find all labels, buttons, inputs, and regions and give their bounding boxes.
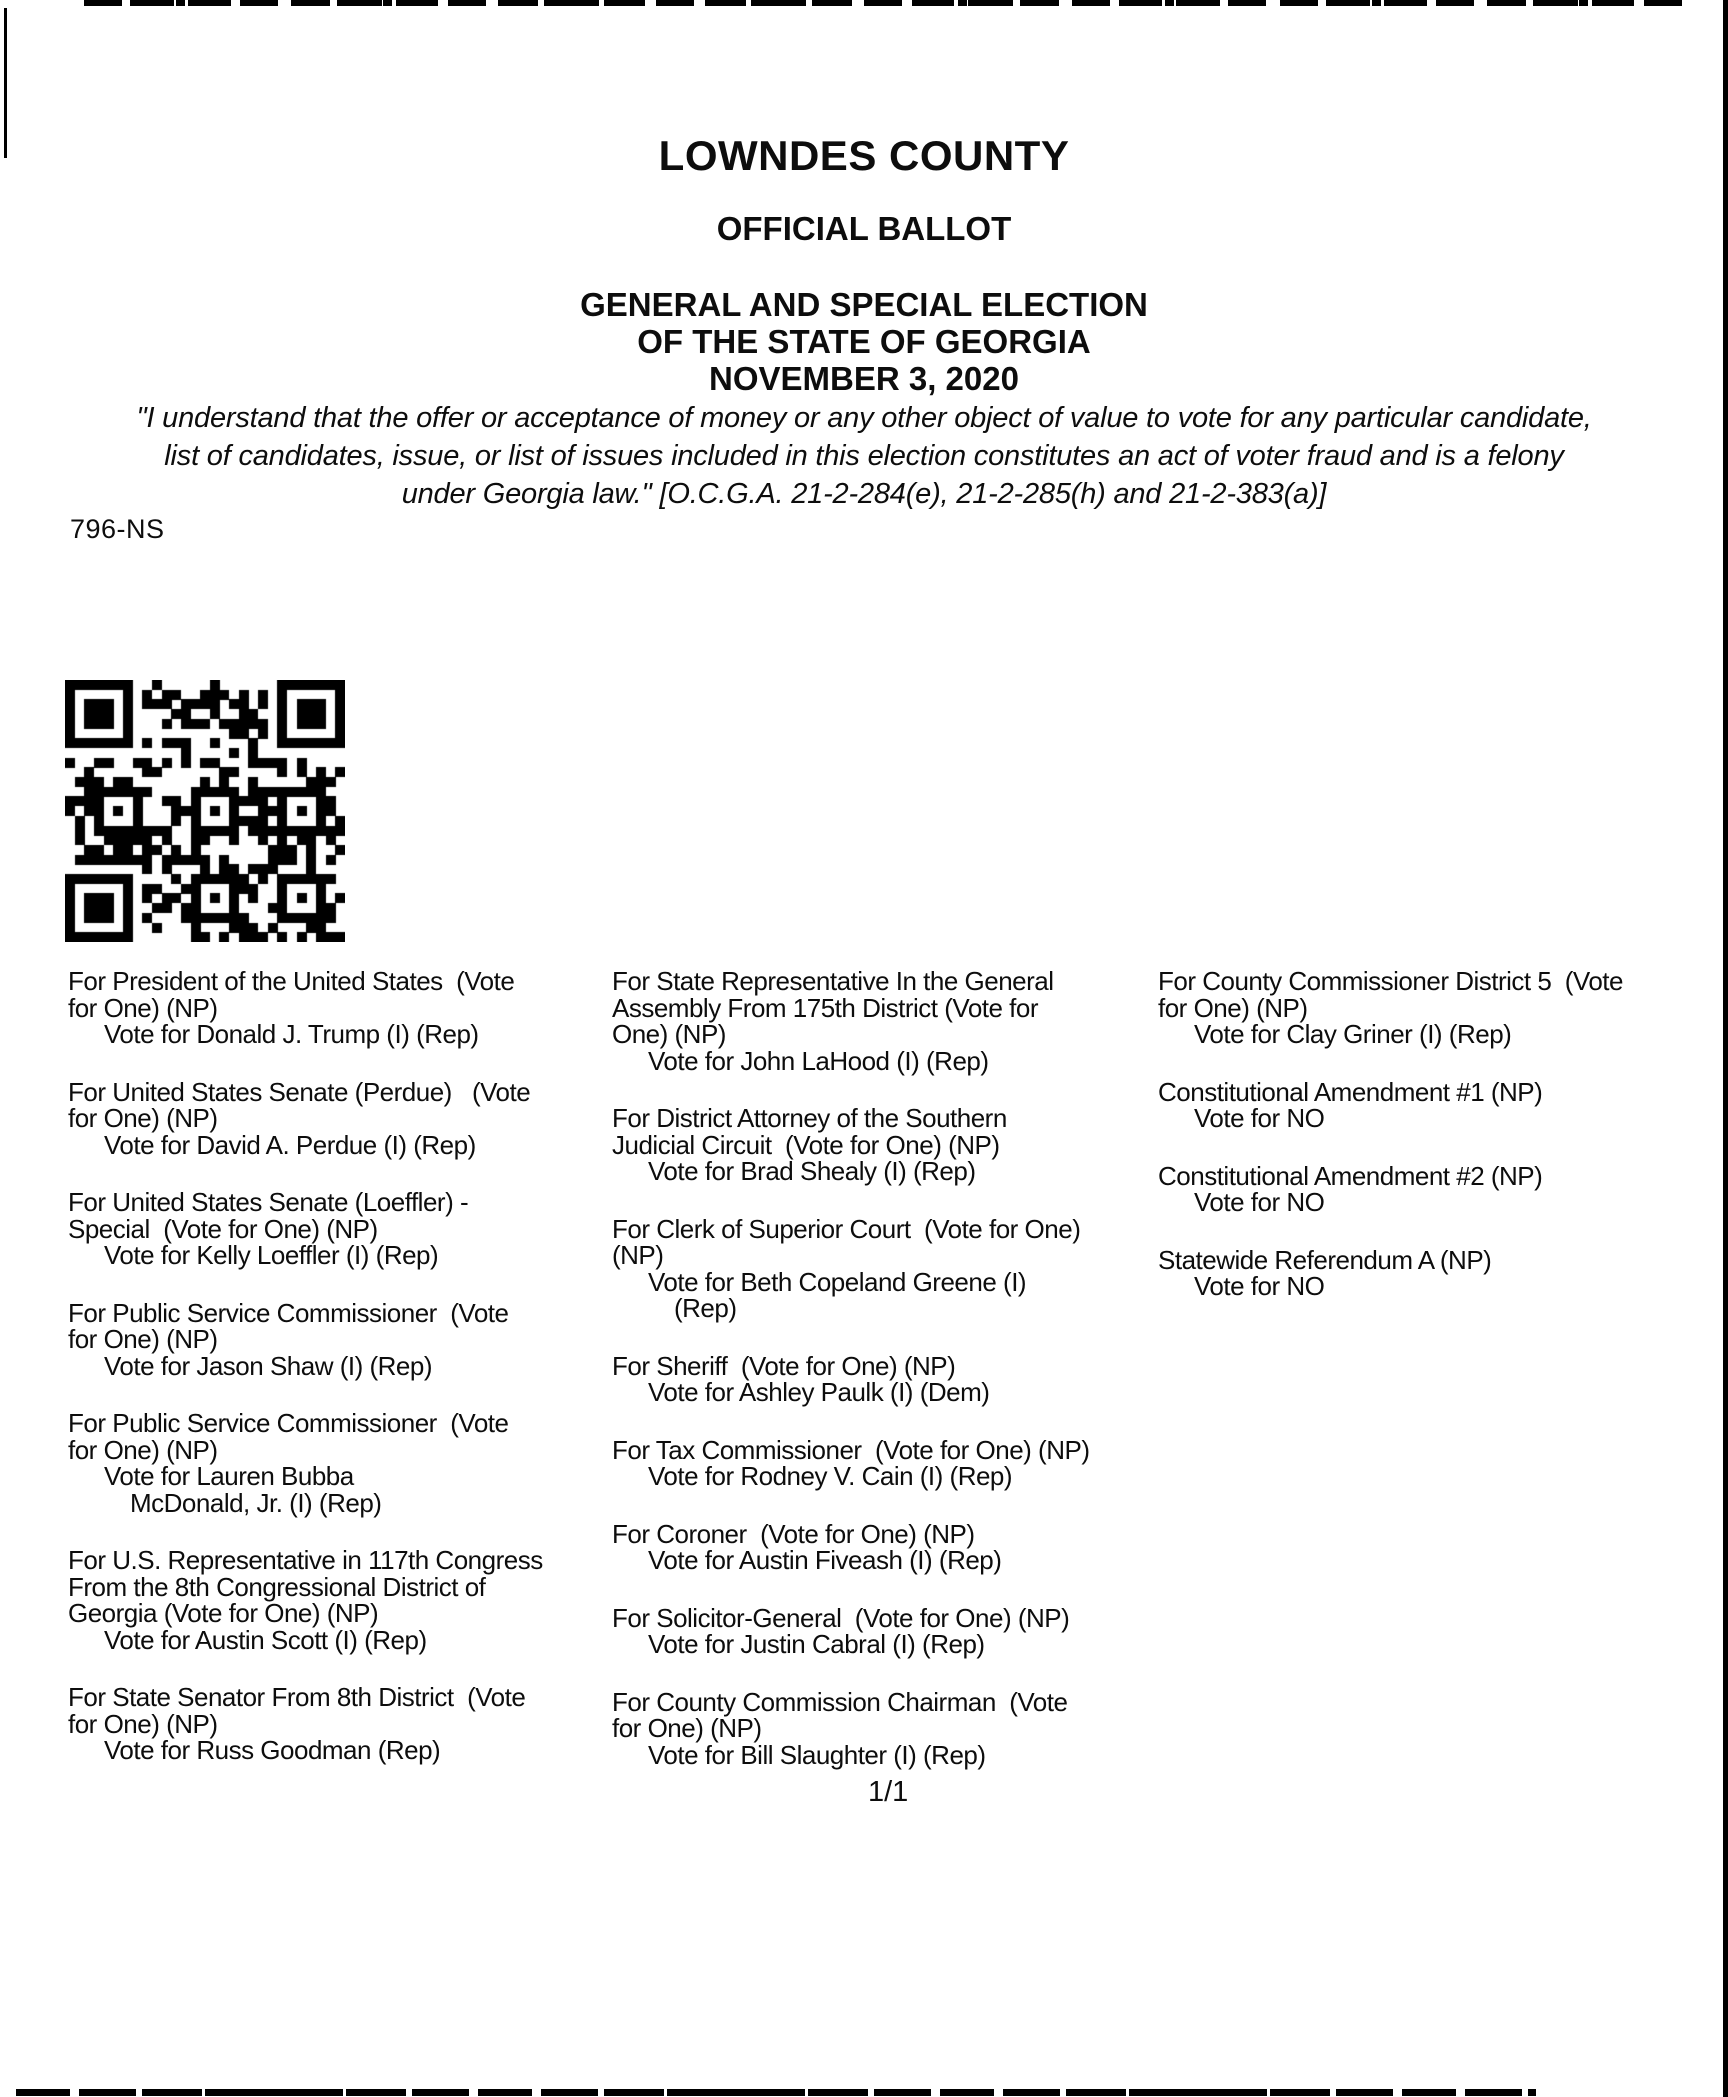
voter-fraud-notice [20, 399, 1708, 513]
contest-title-line: For United States Senate (Loeffler) - [68, 1187, 469, 1217]
contest-block [612, 968, 1177, 1074]
contest-title-line: One) (NP) [612, 1019, 726, 1049]
contest-title-line: For Clerk of Superior Court (Vote for One) [612, 1213, 1081, 1244]
election-title [0, 286, 1728, 397]
ballot-column-1 [68, 968, 633, 1795]
contest-title-line: Assembly From 175th District (Vote for [612, 992, 1039, 1023]
contest-block [1158, 1076, 1723, 1133]
contest-title-line: For President of the United States (Vote [68, 966, 515, 996]
contest-block [1158, 968, 1723, 1048]
election-title-line: GENERAL AND SPECIAL ELECTION [580, 286, 1148, 323]
contest-title-line: (NP) [612, 1240, 664, 1270]
contest-block [612, 1105, 1177, 1185]
contest-title-line: For United States Senate (Perdue) (Vote [68, 1076, 531, 1107]
contest-block [68, 1076, 633, 1160]
contest-vote-line: Vote for Bill Slaughter (I) (Rep) [648, 1739, 986, 1770]
ballot-column-2 [612, 968, 1177, 1799]
voter-fraud-notice-line: "I understand that the offer or acceptance of money or any other object of value to vote for any particular candidate, [136, 402, 1592, 434]
contest-vote-line: Vote for David A. Perdue (I) (Rep) [104, 1129, 476, 1160]
contest-block [612, 1350, 1177, 1407]
contest-title-line: Georgia (Vote for One) (NP) [68, 1598, 379, 1628]
contest-vote-line: Vote for Brad Shealy (I) (Rep) [648, 1156, 976, 1186]
contest-title-line: Special (Vote for One) (NP) [68, 1213, 378, 1244]
election-date-line: NOVEMBER 3, 2020 [709, 360, 1019, 397]
contest-title-line: For County Commissioner District 5 (Vote [1158, 966, 1623, 996]
election-title-line: OF THE STATE OF GEORGIA [637, 323, 1091, 360]
county-title: LOWNDES COUNTY [658, 132, 1070, 179]
contest-vote-line: Vote for NO [1194, 1103, 1325, 1133]
contest-title-line: For Tax Commissioner (Vote for One) (NP) [612, 1434, 1090, 1465]
contest-title-line: For U.S. Representative in 117th Congress [68, 1545, 543, 1575]
contest-vote-line: Vote for Ashley Paulk (I) (Dem) [648, 1377, 990, 1407]
contest-title-line: For Solicitor-General (Vote for One) (NP) [612, 1602, 1070, 1633]
contest-vote-line: Vote for NO [1194, 1187, 1325, 1217]
contest-vote-line: Vote for Austin Fiveash (I) (Rep) [648, 1545, 1002, 1575]
contest-block [68, 1684, 633, 1764]
contest-title-line: For Sheriff (Vote for One) (NP) [612, 1350, 956, 1381]
contest-vote-line: Vote for Clay Griner (I) (Rep) [1194, 1019, 1512, 1049]
contest-title-line: for One) (NP) [68, 992, 218, 1023]
qr-code [65, 680, 345, 942]
contest-title-line: for One) (NP) [612, 1713, 762, 1743]
contest-block [612, 1686, 1177, 1770]
contest-title-line: For County Commission Chairman (Vote [612, 1686, 1068, 1717]
official-ballot-title: OFFICIAL BALLOT [716, 210, 1012, 247]
contest-title-line: For Public Service Commissioner (Vote [68, 1408, 509, 1438]
contest-vote-line: Vote for Lauren Bubba [104, 1461, 354, 1491]
contest-title-line: for One) (NP) [68, 1708, 218, 1739]
scan-artifact-top-edge [84, 0, 1694, 6]
contest-block [612, 1602, 1177, 1659]
contest-title-line: for One) (NP) [1158, 992, 1308, 1023]
contest-title-line: for One) (NP) [68, 1434, 218, 1465]
contest-block [612, 1434, 1177, 1491]
contest-block [612, 1518, 1177, 1575]
contest-title-line: Constitutional Amendment #2 (NP) [1158, 1160, 1543, 1191]
contest-title-line: For Coroner (Vote for One) (NP) [612, 1518, 975, 1549]
contest-block [68, 1547, 633, 1653]
contest-title-line: Constitutional Amendment #1 (NP) [1158, 1076, 1543, 1107]
contest-title-line: Judicial Circuit (Vote for One) (NP) [612, 1129, 1000, 1160]
contest-block [1158, 1160, 1723, 1217]
contest-vote-line: Vote for Austin Scott (I) (Rep) [104, 1624, 427, 1655]
contest-block [1158, 1244, 1723, 1301]
contest-block [68, 1189, 633, 1269]
contest-vote-line: Vote for Beth Copeland Greene (I) [648, 1266, 1027, 1297]
contest-title-line: For Public Service Commissioner (Vote [68, 1297, 509, 1328]
contest-block [68, 1410, 633, 1516]
ballot-style-code: 796-NS [70, 514, 165, 544]
contest-vote-line: Vote for Justin Cabral (I) (Rep) [648, 1629, 985, 1659]
contest-block [68, 968, 633, 1048]
voter-fraud-notice-line: under Georgia law." [O.C.G.A. 21-2-284(e), 21-2-285(h) and 21-2-383(a)] [401, 478, 1327, 510]
contest-block [612, 1213, 1177, 1323]
contest-vote-line: Vote for Rodney V. Cain (I) (Rep) [648, 1461, 1013, 1491]
contest-title-line: for One) (NP) [68, 1103, 218, 1133]
voter-fraud-notice-line: list of candidates, issue, or list of issues included in this election constitutes an act of voter fraud and is a felony [164, 440, 1564, 472]
contest-vote-line: (Rep) [674, 1293, 737, 1323]
contest-vote-line: Vote for John LaHood (I) (Rep) [648, 1045, 989, 1076]
contest-vote-line: Vote for Kelly Loeffler (I) (Rep) [104, 1240, 439, 1270]
contest-title-line: Statewide Referendum A (NP) [1158, 1244, 1492, 1275]
contest-vote-line: Vote for NO [1194, 1271, 1325, 1301]
contest-vote-line: Vote for Russ Goodman (Rep) [104, 1735, 441, 1765]
contest-title-line: For State Representative In the General [612, 966, 1054, 996]
contest-title-line: For State Senator From 8th District (Vote [68, 1682, 526, 1712]
contest-vote-line: Vote for Jason Shaw (I) (Rep) [104, 1350, 432, 1381]
contest-title-line: For District Attorney of the Southern [612, 1103, 1007, 1133]
scan-artifact-bottom-edge [16, 2089, 1536, 2096]
contest-title-line: for One) (NP) [68, 1324, 218, 1354]
ballot-column-3 [1158, 968, 1723, 1331]
page-number: 1/1 [868, 1776, 909, 1808]
contest-vote-line: McDonald, Jr. (I) (Rep) [130, 1487, 382, 1518]
contest-title-line: From the 8th Congressional District of [68, 1571, 486, 1602]
contest-block [68, 1297, 633, 1381]
contest-vote-line: Vote for Donald J. Trump (I) (Rep) [104, 1019, 479, 1049]
